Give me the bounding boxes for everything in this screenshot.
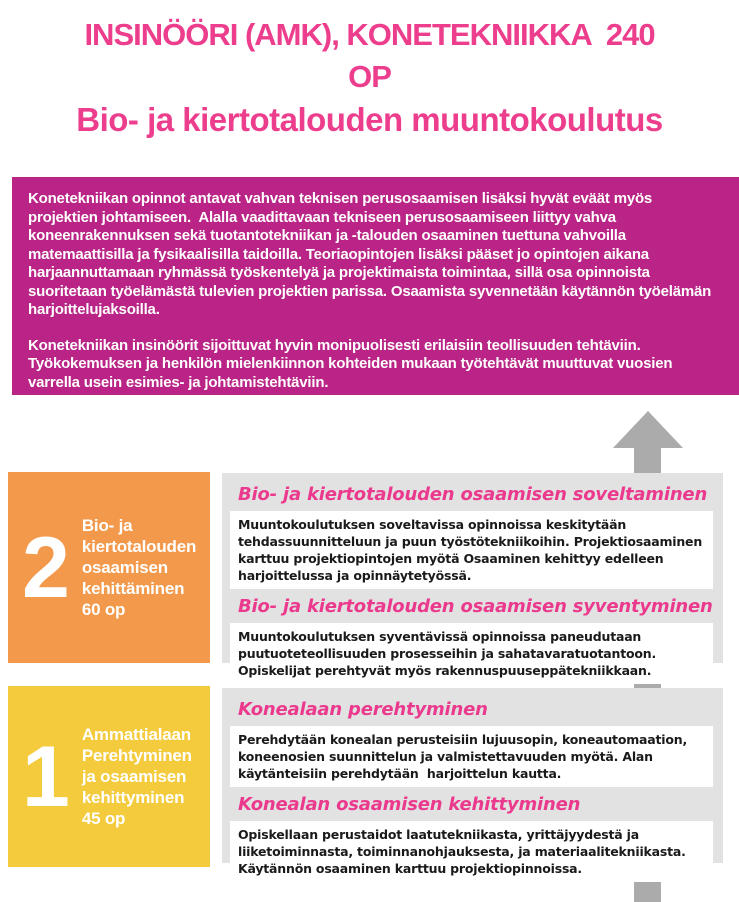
stage-1-box (8, 686, 210, 867)
stage-2-label: Bio- ja kiertotalouden osaamisen kehittäminen 60 op (81, 516, 197, 619)
page-header (0, 14, 739, 142)
page-subtitle: Bio- ja kiertotalouden muuntokoulutus (76, 101, 663, 138)
stage-1-section-2-heading: Konealan osaamisen kehittyminen (238, 794, 581, 815)
program-intro-box (12, 177, 739, 395)
stage-1-number: 1 (22, 728, 70, 825)
stage-2-box (8, 472, 210, 663)
page-title-line-2: OP (348, 59, 391, 94)
stage-2-section-2-body: Muuntokoulutuksen syventävissä opinnoissa paneudutaan puutuoteteollisuuden prosesseihin ja sahatavaratuotantoon. Opiskelijat perehtyvät myös rakennuspuuseppätekniikkaan. (230, 623, 713, 684)
stage-2-section-2-heading: Bio- ja kiertotalouden osaamisen syventyminen (238, 596, 713, 617)
stage-1-section-1-body: Perehdytään konealan perusteisiin lujuusopin, koneautomaation, koneenosien suunnittelun ja valmistettavuuden myötä. Alan käytänteisiin perehdytään harjoittelun kautta. (230, 726, 713, 787)
stage-2-panel (222, 473, 723, 678)
stage-1-label: Ammattialaan Perehtyminen ja osaamisen kehittyminen 45 op (81, 725, 192, 828)
stage-2-section-1-heading: Bio- ja kiertotalouden osaamisen soveltaminen (238, 484, 708, 505)
intro-paragraph-2: Konetekniikan insinöörit sijoittuvat hyvin monipuolisesti erilaisiin teollisuuden tehtäviin. Työkokemuksen ja henkilön mielenkiinnon kohteiden mukaan työtehtävät muuttuvat vuosien varrella usein esimies- ja johtamistehtäviin. (28, 336, 677, 391)
intro-paragraph-1: Konetekniikan opinnot antavat vahvan teknisen perusosaamisen lisäksi hyvät eväät myös projektien johtamiseen. Alalla vaadittavaan tekniseen perusosaamiseen liittyy vahva koneenrakennuksen sekä tuotantotekniikan ja -talouden osaaminen tuettuna vahvoilla matemaattisilla ja fysikaalisilla taidoilla. Teoriaopintojen lisäksi pääset jo opintojen aikana harjaannuttamaan ryhmässä työskentelyä ja projektimaista toimintaa, sillä osa opinnoista suoritetaan työelämästä tulevien projektien parissa. Osaamista syvennetään käytännön työelämän harjoittelujaksoilla. (28, 190, 716, 318)
page-title-line-1: INSINÖÖRI (AMK), KONETEKNIIKKA 240 (84, 17, 655, 52)
stage-1-panel (222, 688, 723, 876)
arrow-up-icon (613, 411, 683, 448)
stage-2-number: 2 (22, 519, 70, 616)
stage-1-section-1-heading: Konealaan perehtyminen (238, 699, 488, 720)
stage-2-section-1-body: Muuntokoulutuksen soveltavissa opinnoissa keskitytään tehdassuunnitteluun ja puun työstötekniikoihin. Projektiosaaminen karttuu projektiopintojen myötä Osaaminen kehittyy edelleen harjoittelussa ja opinnäytetyössä. (230, 511, 713, 589)
stage-1-section-2-body: Opiskellaan perustaidot laatutekniikasta, yrittäjyydestä ja liiketoiminnasta, toiminnanohjauksesta, ja materiaalitekniikasta. Käytännön osaaminen karttuu projektiopinnoissa. (230, 821, 713, 882)
